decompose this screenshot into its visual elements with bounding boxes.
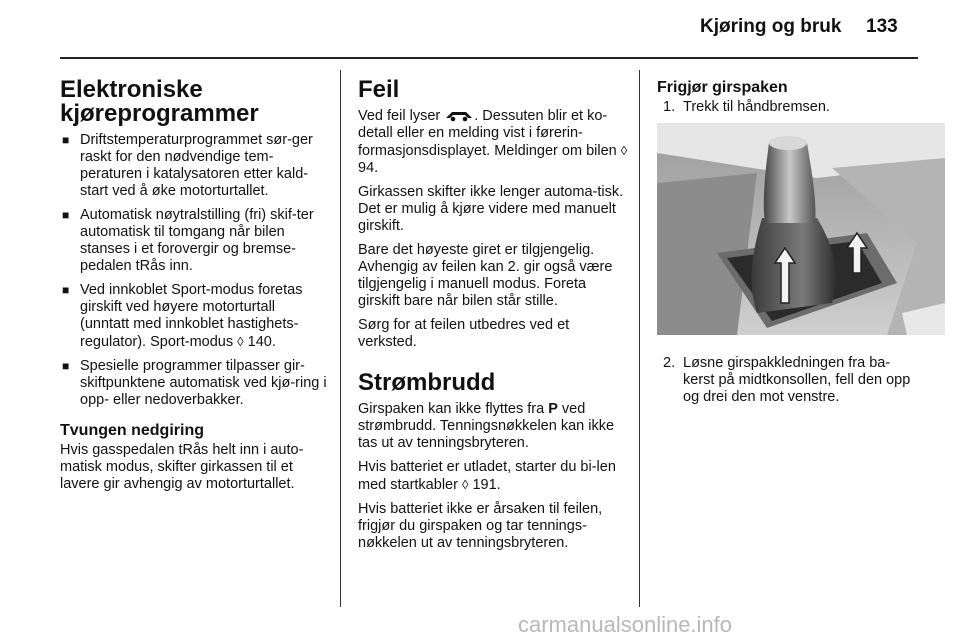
- watermark: carmanualsonline.info: [518, 612, 733, 637]
- section-heading: Feil: [358, 76, 400, 103]
- section-heading: Frigjør girspaken: [657, 79, 788, 96]
- list-item: ■ Driftstemperaturprogrammet sør-ger raskt for den nødvendige tem-peraturen i katalysatoren etter kald-start ved å øke motorturtallet.: [62, 132, 313, 199]
- numbered-list: [657, 99, 919, 116]
- page-ref-icon: ◊: [461, 477, 469, 492]
- column-1: [60, 78, 328, 500]
- bullet-icon: ■: [62, 359, 70, 373]
- transmission-warning-icon: [444, 108, 474, 122]
- list-item: ■ Spesielle programmer tilpasser gir-skiftpunktene automatisk ved kjø-ring i opp- eller nedoverbakker.: [62, 358, 327, 408]
- list-item: 2. Løsne girspakkledningen fra ba-kerst på midtkonsollen, fell den opp og drei den mot venstre.: [663, 355, 911, 405]
- list-item: 1. Trekk til håndbremsen.: [663, 99, 830, 115]
- bullet-icon: ■: [62, 208, 70, 222]
- body-paragraph: Hvis gasspedalen tRås helt inn i auto-matisk modus, skifter girkassen til et lavere gir avhengig av motorturtallet.: [60, 442, 304, 492]
- body-paragraph: Girspaken kan ikke flyttes fra P ved strømbrudd. Tenningsnøkkelen kan ikke tas ut av tenningsbryteren.: [358, 401, 615, 451]
- page-ref-icon: ◊: [237, 334, 244, 349]
- body-paragraph: Bare det høyeste giret er tilgjengelig. Avhengig av feilen kan 2. gir også være tilgjengelig i manuell modus. Foreta girskift bare når bilen står stille.: [358, 242, 613, 309]
- body-paragraph: Ved feil lyser . Dessuten blir et ko-detall eller en melding vist i førerin-formasjonsdisplayet. Meldinger om bilen ◊ 94.: [358, 108, 628, 176]
- subsection-heading: Tvungen nedgiring: [60, 422, 204, 439]
- column-2: [358, 78, 630, 559]
- gear-lever-photo: [657, 123, 945, 335]
- body-paragraph: Hvis batteriet ikke er årsaken til feilen, frigjør du girspaken og tar tennings-nøkkelen ut av tenningsbryteren.: [358, 501, 603, 551]
- bullet-list: [60, 132, 328, 409]
- page-header-title: Kjøring og bruk: [700, 16, 842, 37]
- body-paragraph: Girkassen skifter ikke lenger automa-tisk. Det er mulig å kjøre videre med manuelt girskift.: [358, 184, 624, 234]
- body-paragraph: Sørg for at feilen utbedres ved et verksted.: [358, 317, 570, 350]
- bullet-icon: ■: [62, 283, 70, 297]
- page-ref-link[interactable]: 191.: [472, 477, 501, 493]
- body-paragraph: Hvis batteriet er utladet, starter du bi-len med startkabler ◊ 191.: [358, 459, 616, 493]
- list-item: ■ Ved innkoblet Sport-modus foretas girskift ved høyere motorturtall (unntatt med innkoblet hastighets-regulator). Sport-modus ◊ 140.: [62, 282, 303, 350]
- bullet-icon: ■: [62, 133, 70, 147]
- list-item: ■ Automatisk nøytralstilling (fri) skif-ter automatisk til tomgang når bilen stanses i et forovergir og bremse-pedalen tRås inn.: [62, 207, 314, 274]
- column-3: [657, 78, 919, 413]
- page-number: 133: [866, 16, 898, 37]
- header-divider: [60, 57, 918, 59]
- page-ref-link[interactable]: 140.: [247, 334, 276, 350]
- section-heading: Strømbrudd: [358, 369, 496, 396]
- section-heading: Elektroniske kjøreprogrammer: [60, 76, 259, 127]
- column-divider: [639, 70, 640, 607]
- page-ref-link[interactable]: 94.: [358, 160, 379, 176]
- column-divider: [340, 70, 341, 607]
- page-ref-icon: ◊: [620, 143, 628, 158]
- numbered-list: [657, 355, 919, 406]
